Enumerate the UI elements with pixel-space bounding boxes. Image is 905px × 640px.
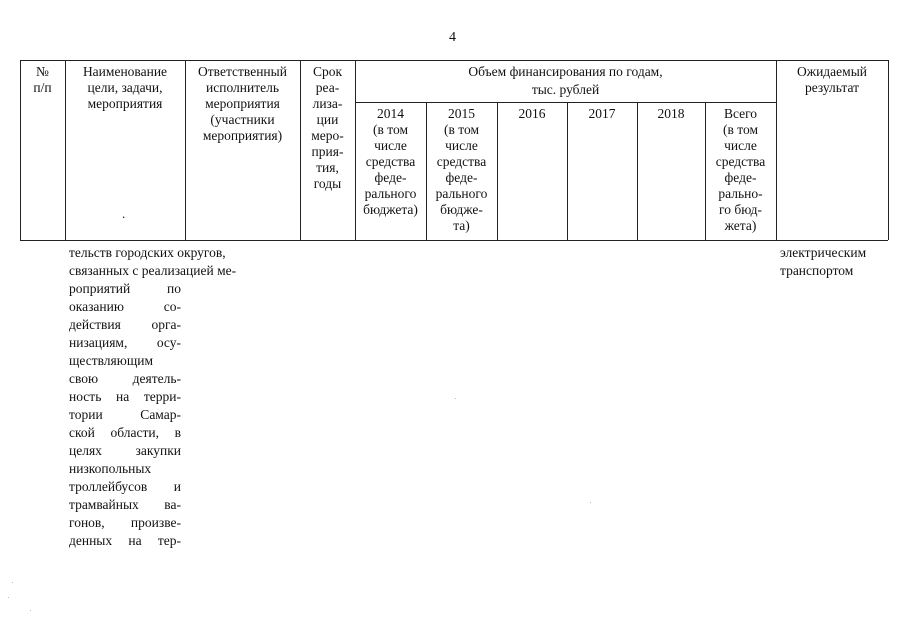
body-text-line: ность на терри- bbox=[69, 389, 181, 404]
col-header-term-line: прия- bbox=[311, 144, 344, 159]
col-header-responsible-line: (участники bbox=[210, 112, 275, 127]
col-header-2014-line: феде- bbox=[374, 170, 407, 185]
col-header-2015-line: 2015 bbox=[448, 106, 475, 121]
col-header-result-line: Ожидаемый bbox=[797, 64, 867, 79]
body-text-line: действия орга- bbox=[69, 317, 181, 332]
col-header-term-line: лиза- bbox=[312, 96, 343, 111]
body-text-line: транспортом bbox=[780, 263, 854, 278]
col-header-number-line: № bbox=[36, 64, 49, 79]
name-column-mark: . bbox=[122, 206, 126, 221]
col-header-term-line: Срок bbox=[312, 64, 343, 79]
col-header-2016-line: 2016 bbox=[518, 106, 546, 121]
col-header-2017-line: 2017 bbox=[588, 106, 616, 121]
col-header-total-line: (в том bbox=[722, 122, 758, 137]
col-header-2014 bbox=[355, 106, 426, 218]
body-text-line: ществляющим bbox=[69, 353, 154, 368]
col-header-name-line: цели, задачи, bbox=[87, 80, 163, 95]
body-text-line: гонов, произве- bbox=[69, 515, 181, 530]
col-header-name-line: мероприятия bbox=[87, 96, 163, 111]
col-header-2015-line: бюдже- bbox=[440, 202, 483, 217]
col-header-total-line: числе bbox=[724, 138, 757, 153]
col-header-2018-line: 2018 bbox=[657, 106, 685, 121]
col-header-number-line: п/п bbox=[33, 80, 52, 95]
col-header-term-line: тия, bbox=[316, 160, 339, 175]
col-header-2014-line: 2014 bbox=[377, 106, 404, 121]
body-text-line: низкопольных bbox=[69, 461, 152, 476]
col-header-2014-line: (в том bbox=[372, 122, 408, 137]
body-text-line: электрическим bbox=[780, 245, 867, 260]
body-text-line: денных на тер- bbox=[69, 533, 181, 548]
col-header-total-line: феде- bbox=[724, 170, 757, 185]
col-header-2015-line: та) bbox=[453, 218, 470, 233]
col-header-total-line: Всего bbox=[723, 106, 758, 121]
body-text-line: ской области, в bbox=[69, 425, 181, 440]
body-text-line: оказанию со- bbox=[69, 299, 181, 314]
col-header-2014-line: числе bbox=[374, 138, 407, 153]
body-text-line: низациям, осу- bbox=[69, 335, 181, 350]
body-text-line: связанных с реализацией ме- bbox=[69, 263, 237, 278]
body-text-line: трамвайных ва- bbox=[69, 497, 181, 512]
col-header-total-line: рально- bbox=[718, 186, 763, 201]
result-column-body bbox=[780, 244, 890, 280]
col-header-result bbox=[776, 64, 888, 96]
col-header-name-line: Наименование bbox=[82, 64, 168, 79]
col-header-2015-line: феде- bbox=[445, 170, 478, 185]
col-header-term-line: годы bbox=[313, 176, 342, 191]
col-header-2015 bbox=[426, 106, 497, 234]
col-header-responsible-line: мероприятия bbox=[205, 96, 280, 111]
name-column-body bbox=[69, 244, 237, 550]
col-header-financing-line: тыс. рублей bbox=[531, 82, 600, 97]
col-header-total bbox=[705, 106, 776, 234]
body-text-line: троллейбусов и bbox=[69, 479, 181, 494]
col-header-total-line: го бюд- bbox=[719, 202, 762, 217]
col-header-responsible bbox=[185, 64, 300, 144]
col-header-2015-line: рального bbox=[435, 186, 488, 201]
body-text-line: тельств городских округов, bbox=[69, 245, 226, 260]
col-header-2015-line: (в том bbox=[443, 122, 479, 137]
col-header-term bbox=[300, 64, 355, 192]
body-text-line: целях закупки bbox=[69, 443, 181, 458]
col-header-2014-line: рального bbox=[364, 186, 417, 201]
col-header-name bbox=[65, 64, 185, 112]
col-header-result-line: результат bbox=[804, 80, 860, 95]
col-header-2015-line: числе bbox=[445, 138, 478, 153]
col-header-financing bbox=[355, 64, 776, 98]
body-text-line: свою деятель- bbox=[69, 371, 181, 386]
col-header-term-line: меро- bbox=[311, 128, 344, 143]
col-header-2014-line: средства bbox=[365, 154, 416, 169]
col-header-total-line: средства bbox=[715, 154, 766, 169]
col-header-responsible-line: мероприятия) bbox=[202, 128, 283, 143]
col-header-2014-line: бюджета) bbox=[363, 202, 418, 217]
col-header-2015-line: средства bbox=[436, 154, 487, 169]
col-header-2018 bbox=[637, 106, 705, 122]
col-header-2017 bbox=[567, 106, 637, 122]
col-header-responsible-line: исполнитель bbox=[206, 80, 279, 95]
col-header-total-line: жета) bbox=[724, 218, 757, 233]
col-header-number bbox=[20, 64, 65, 96]
col-header-responsible-line: Ответственный bbox=[198, 64, 287, 79]
body-text-line: роприятий по bbox=[69, 281, 181, 296]
col-header-2016 bbox=[497, 106, 567, 122]
page-number: 4 bbox=[449, 30, 456, 45]
col-header-financing-line: Объем финансирования по годам, bbox=[468, 64, 663, 79]
col-header-term-line: ции bbox=[316, 112, 339, 127]
body-text-line: тории Самар- bbox=[69, 407, 181, 422]
col-header-term-line: реа- bbox=[315, 80, 340, 95]
